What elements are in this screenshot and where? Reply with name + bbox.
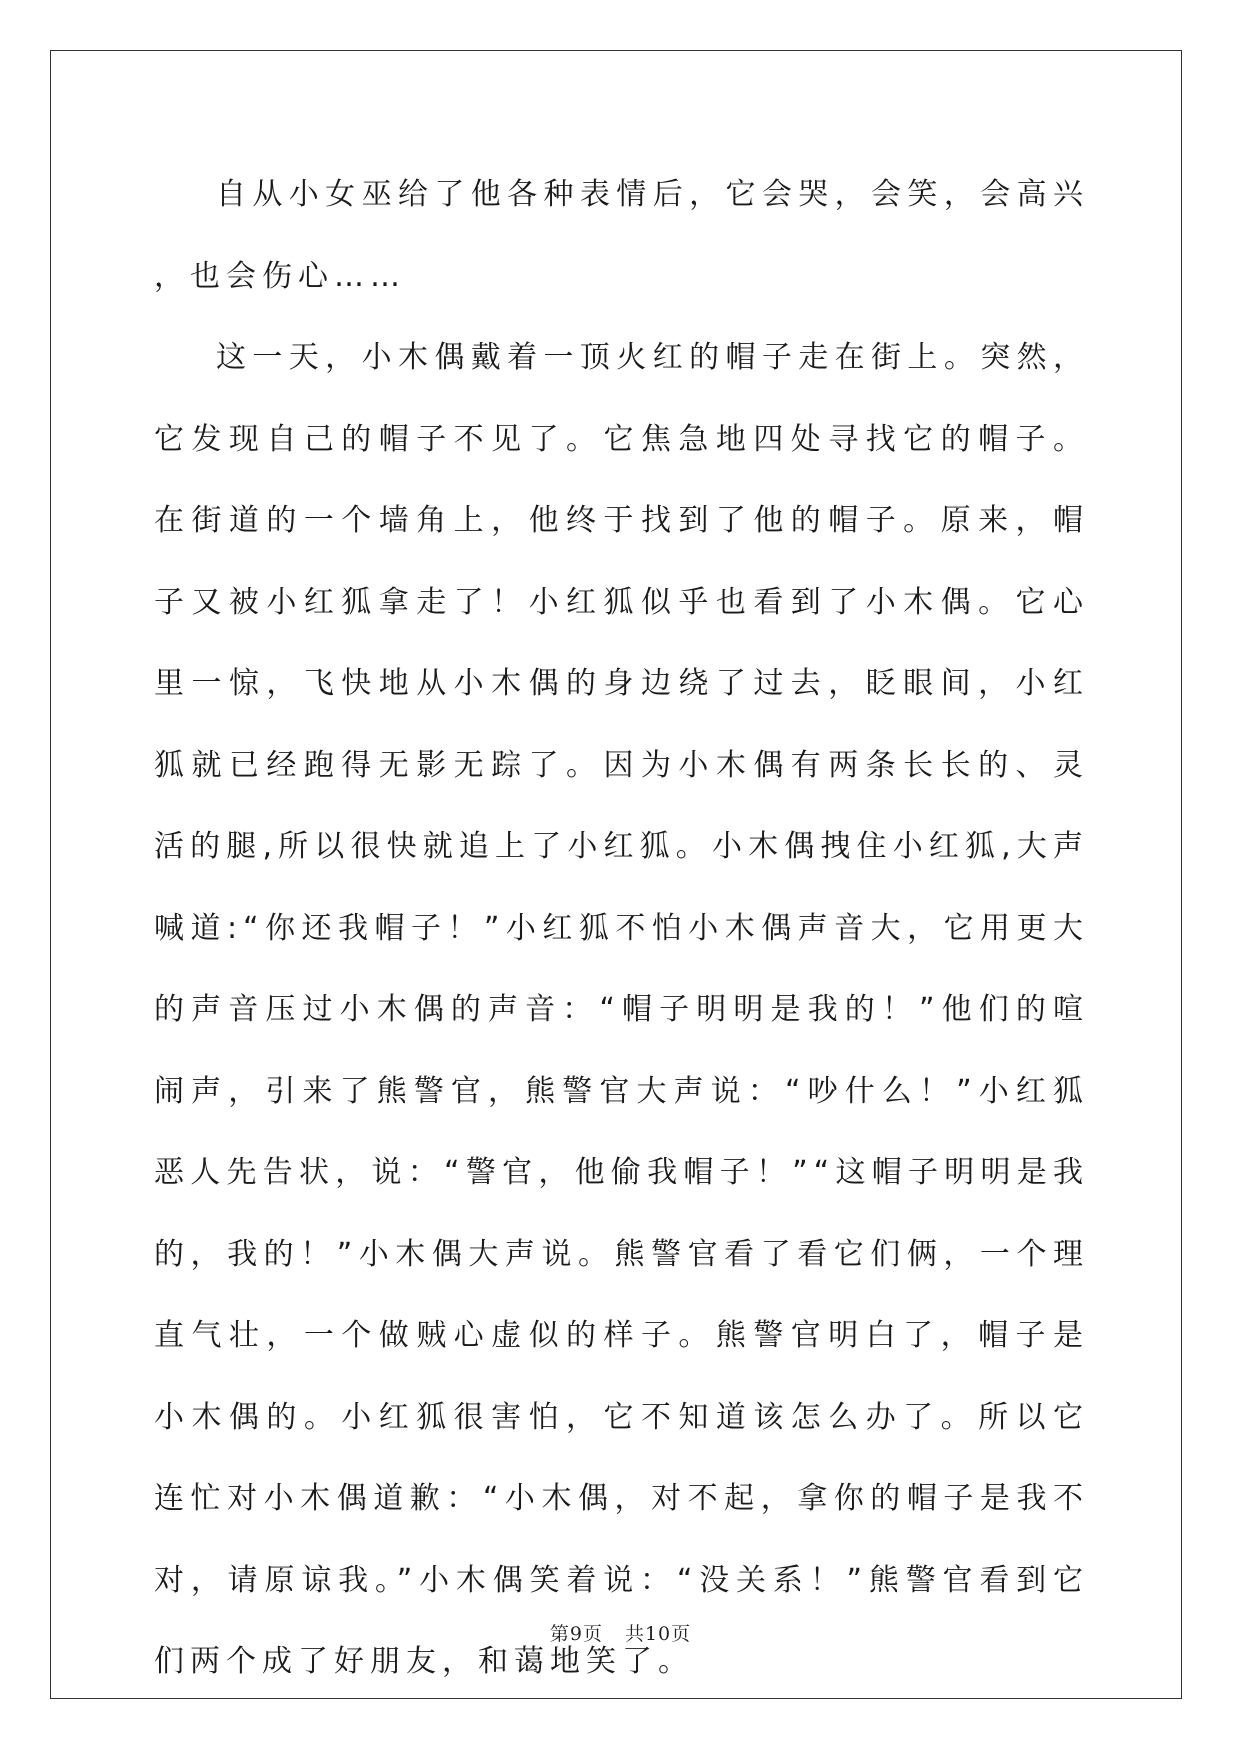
page-footer [0, 1619, 1241, 1646]
paragraph-2: 这一天，小木偶戴着一顶火红的帽子走在街上。突然，它发现自己的帽子不见了。它焦急地四处寻找它的帽子。在街道的一个墙角上，他终于找到了他的帽子。原来，帽子又被小红狐拿走了！小红狐似乎也看到了小木偶。它心里一惊，飞快地从小木偶的身边绕了过去，眨眼间，小红狐就已经跑得无影无踪了。因为小木偶有两条长长的、灵活的腿,所以很快就追上了小红狐。小木偶拽住小红狐,大声喊道:“你还我帽子！”小红狐不怕小木偶声音大，它用更大的声音压过小木偶的声音：“帽子明明是我的！”他们的喧闹声，引来了熊警官，熊警官大声说：“吵什么！”小红狐恶人先告状，说：“警官，他偷我帽子！”“这帽子明明是我的，我的！”小木偶大声说。熊警官看了看它们俩，一个理直气壮，一个做贼心虚似的样子。熊警官明白了，帽子是小木偶的。小红狐很害怕，它不知道该怎么办了。所以它连忙对小木偶道歉：“小木偶，对不起，拿你的帽子是我不对，请原谅我。”小木偶笑着说：“没关系！”熊警官看到它们两个成了好朋友，和蔼地笑了。 [154, 340, 1089, 1679]
paragraph-1: 自从小女巫给了他各种表情后，它会哭，会笑，会高兴，也会伤心…… [154, 177, 1089, 294]
document-body [154, 154, 1089, 1703]
page-number: 第9页 [549, 1623, 603, 1645]
page-total: 共10页 [624, 1623, 692, 1645]
